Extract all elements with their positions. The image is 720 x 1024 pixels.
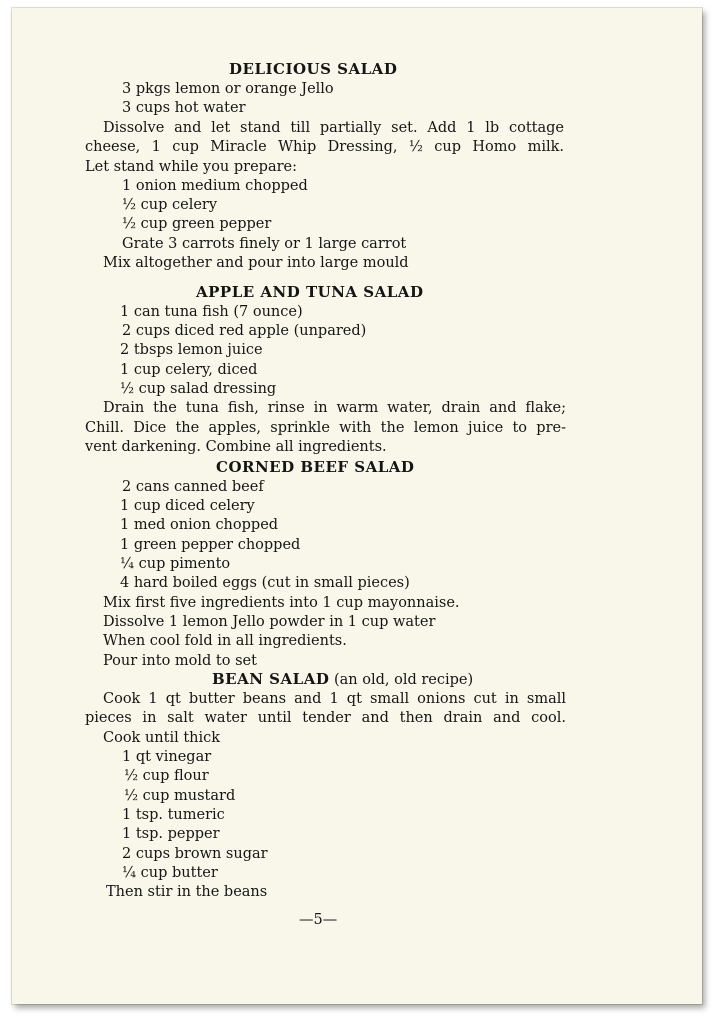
ingredient-line: 1 onion medium chopped	[122, 178, 308, 194]
instruction-line: Dissolve 1 lemon Jello powder in 1 cup water	[103, 614, 436, 630]
ingredient-line: 1 cup diced celery	[120, 498, 255, 514]
instruction-line: vent darkening. Combine all ingredients.	[85, 439, 387, 455]
ingredient-line: 1 tsp. tumeric	[122, 807, 225, 823]
instruction-line: Mix first five ingredients into 1 cup mayonnaise.	[103, 595, 460, 611]
cookbook-page	[12, 8, 702, 1004]
instruction-line: Pour into mold to set	[103, 653, 257, 669]
ingredient-line: ½ cup salad dressing	[120, 381, 277, 397]
ingredient-line: 4 hard boiled eggs (cut in small pieces)	[120, 575, 410, 591]
instruction-line: Cook until thick	[103, 730, 221, 746]
instruction-line: Chill. Dice the apples, sprinkle with the lemon juice to pre-	[85, 420, 566, 436]
ingredient-line: 2 cups diced red apple (unpared)	[122, 323, 367, 339]
ingredient-line: 2 cups brown sugar	[122, 846, 268, 862]
recipe-subtitle: (an old, old recipe)	[333, 672, 474, 688]
ingredient-line: ¼ cup pimento	[120, 556, 231, 572]
ingredient-line: ½ cup celery	[122, 197, 218, 213]
ingredient-line: 3 pkgs lemon or orange Jello	[122, 81, 334, 97]
ingredient-line: 2 tbsps lemon juice	[120, 342, 263, 358]
page-number: —5—	[299, 912, 338, 928]
ingredient-line: ½ cup green pepper	[122, 216, 272, 232]
ingredient-line: ¼ cup butter	[122, 865, 218, 881]
ingredient-line: 2 cans canned beef	[122, 479, 264, 495]
instruction-line: pieces in salt water until tender and then drain and cool.	[85, 710, 566, 726]
ingredient-line: 1 qt vinegar	[122, 749, 212, 765]
recipe-header-bean-salad	[212, 670, 473, 690]
ingredient-line: 1 can tuna fish (7 ounce)	[120, 304, 303, 320]
ingredient-line: Grate 3 carrots finely or 1 large carrot	[122, 236, 407, 252]
recipe-title-bean-salad: BEAN SALAD	[212, 670, 330, 688]
recipe-title-delicious-salad: DELICIOUS SALAD	[229, 60, 398, 78]
instruction-line: Dissolve and let stand till partially set. Add 1 lb cottage	[103, 120, 564, 136]
instruction-line: Drain the tuna fish, rinse in warm water, drain and flake;	[103, 400, 566, 416]
ingredient-line: 1 med onion chopped	[120, 517, 279, 533]
recipe-title-apple-tuna-salad: APPLE AND TUNA SALAD	[196, 283, 424, 301]
instruction-line: Mix altogether and pour into large mould	[103, 255, 409, 271]
ingredient-line: 1 green pepper chopped	[120, 537, 301, 553]
instruction-line: Cook 1 qt butter beans and 1 qt small onions cut in small	[103, 691, 566, 707]
recipe-title-corned-beef-salad: CORNED BEEF SALAD	[216, 458, 415, 476]
ingredient-line: ½ cup flour	[124, 768, 209, 784]
ingredient-line: 3 cups hot water	[122, 100, 246, 116]
instruction-line: Then stir in the beans	[106, 884, 268, 900]
ingredient-line: ½ cup mustard	[124, 788, 236, 804]
instruction-line: When cool fold in all ingredients.	[103, 633, 347, 649]
ingredient-line: 1 cup celery, diced	[120, 362, 258, 378]
instruction-line: Let stand while you prepare:	[85, 159, 297, 175]
ingredient-line: 1 tsp. pepper	[122, 826, 220, 842]
instruction-line: cheese, 1 cup Miracle Whip Dressing, ½ cup Homo milk.	[85, 139, 564, 155]
